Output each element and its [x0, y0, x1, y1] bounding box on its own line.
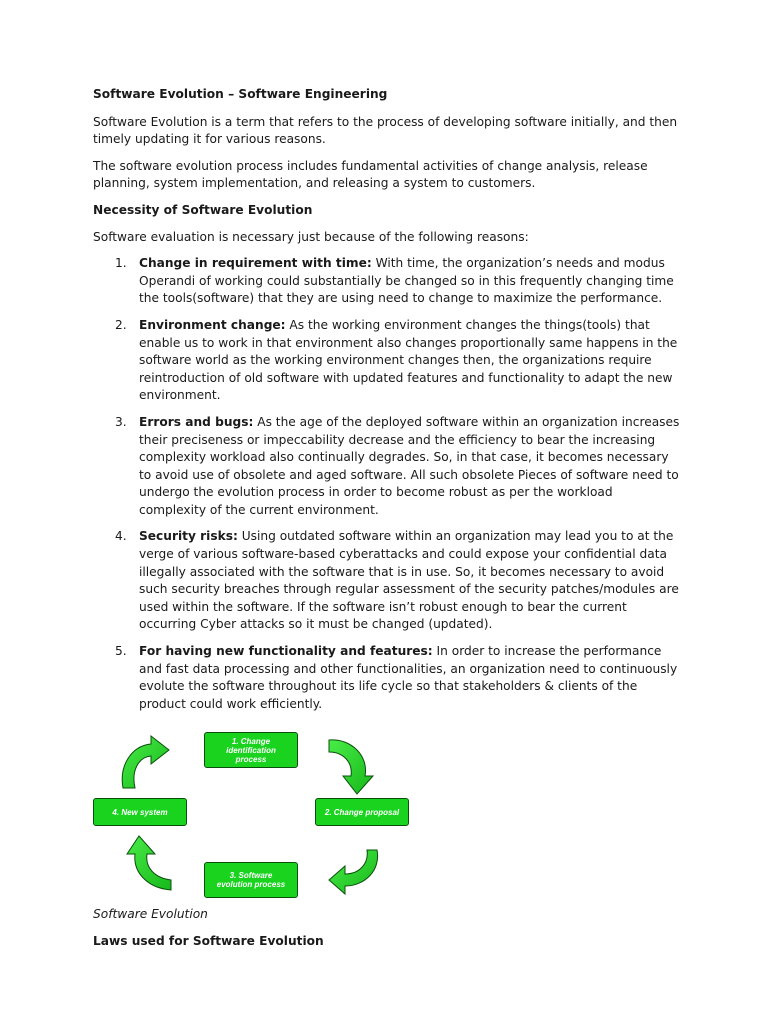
reason-item-4	[93, 528, 683, 634]
intro-paragraph-1: Software Evolution is a term that refers to the process of developing software initially, and then timely updating it for various reasons.	[93, 114, 678, 147]
laws-heading: Laws used for Software Evolution	[93, 934, 324, 948]
step-1-change-identification: 1. Change identification process	[204, 732, 298, 768]
reason-term: Change in requirement with time:	[139, 256, 372, 271]
reason-text: Using outdated software within an organization may lead you to at the verge of various software-based cyberattacks and could expose your confidential data illegally associated with the software that is in use. So, it becomes necessary to avoid such security breaches through regular assessment of the security patches/modules are used within the software. If the software isn’t robust enough to bear the current occurring Cyber attacks so it must be changed (updated).	[139, 529, 679, 632]
reason-text: With time, the organization’s needs and modus Operandi of working could substantially be changed so in this frequently changing time the tools(software) that they are using need to change to maximize the performance.	[139, 256, 674, 306]
reason-number: 3.	[115, 414, 127, 429]
figure-caption: Software Evolution	[93, 907, 208, 922]
reason-term: Errors and bugs:	[139, 414, 254, 429]
reason-number: 4.	[115, 529, 127, 544]
reason-item-2	[93, 317, 683, 405]
reason-number: 5.	[115, 644, 127, 659]
reason-text: As the working environment changes the things(tools) that enable us to work in that environment also changes proportionally same happens in the software world as the working environment changes then, the organizations require reintroduction of old software with updated features and functionality to adapt the new environment.	[139, 317, 678, 403]
reason-number: 1.	[115, 256, 127, 271]
software-evolution-diagram	[89, 722, 419, 902]
reason-number: 2.	[115, 317, 127, 332]
reason-term: For having new functionality and features:	[139, 644, 433, 659]
arrow-to-step3-icon	[329, 850, 378, 894]
reason-term: Environment change:	[139, 317, 286, 332]
reason-text: As the age of the deployed software within an organization increases their preciseness or impeccability decrease and the efficiency to bear the increasing complexity workload also continually degrades. So, in that case, it becomes necessary to avoid use of obsolete and aged software. All such obsolete Pieces of software need to undergo the evolution process in order to become robust as per the workload complexity of the current environment.	[139, 414, 680, 517]
reasons-list	[93, 255, 683, 713]
step-4-new-system: 4. New system	[93, 798, 187, 826]
necessity-intro: Software evaluation is necessary just because of the following reasons:	[93, 229, 529, 244]
reason-text: In order to increase the performance and fast data processing and other functionalities, an organization need to continuously evolute the software throughout its life cycle so that stakeholders & clients of the product could work efficiently.	[139, 644, 678, 711]
arrow-to-step2-icon	[329, 740, 373, 794]
reason-term: Security risks:	[139, 529, 238, 544]
step-2-change-proposal: 2. Change proposal	[315, 798, 409, 826]
document-title: Software Evolution – Software Engineering	[93, 87, 388, 101]
intro-paragraph-2: The software evolution process includes fundamental activities of change analysis, release planning, system implementation, and releasing a system to customers.	[93, 158, 648, 191]
step-3-software-evolution-process: 3. Software evolution process	[204, 862, 298, 898]
necessity-heading: Necessity of Software Evolution	[93, 202, 313, 217]
reason-item-1	[93, 255, 683, 308]
document-page	[93, 86, 683, 960]
reason-item-5	[93, 643, 683, 713]
arrow-to-step1-icon	[122, 736, 169, 788]
arrow-to-step4-icon	[127, 836, 171, 890]
reason-item-3	[93, 414, 683, 520]
